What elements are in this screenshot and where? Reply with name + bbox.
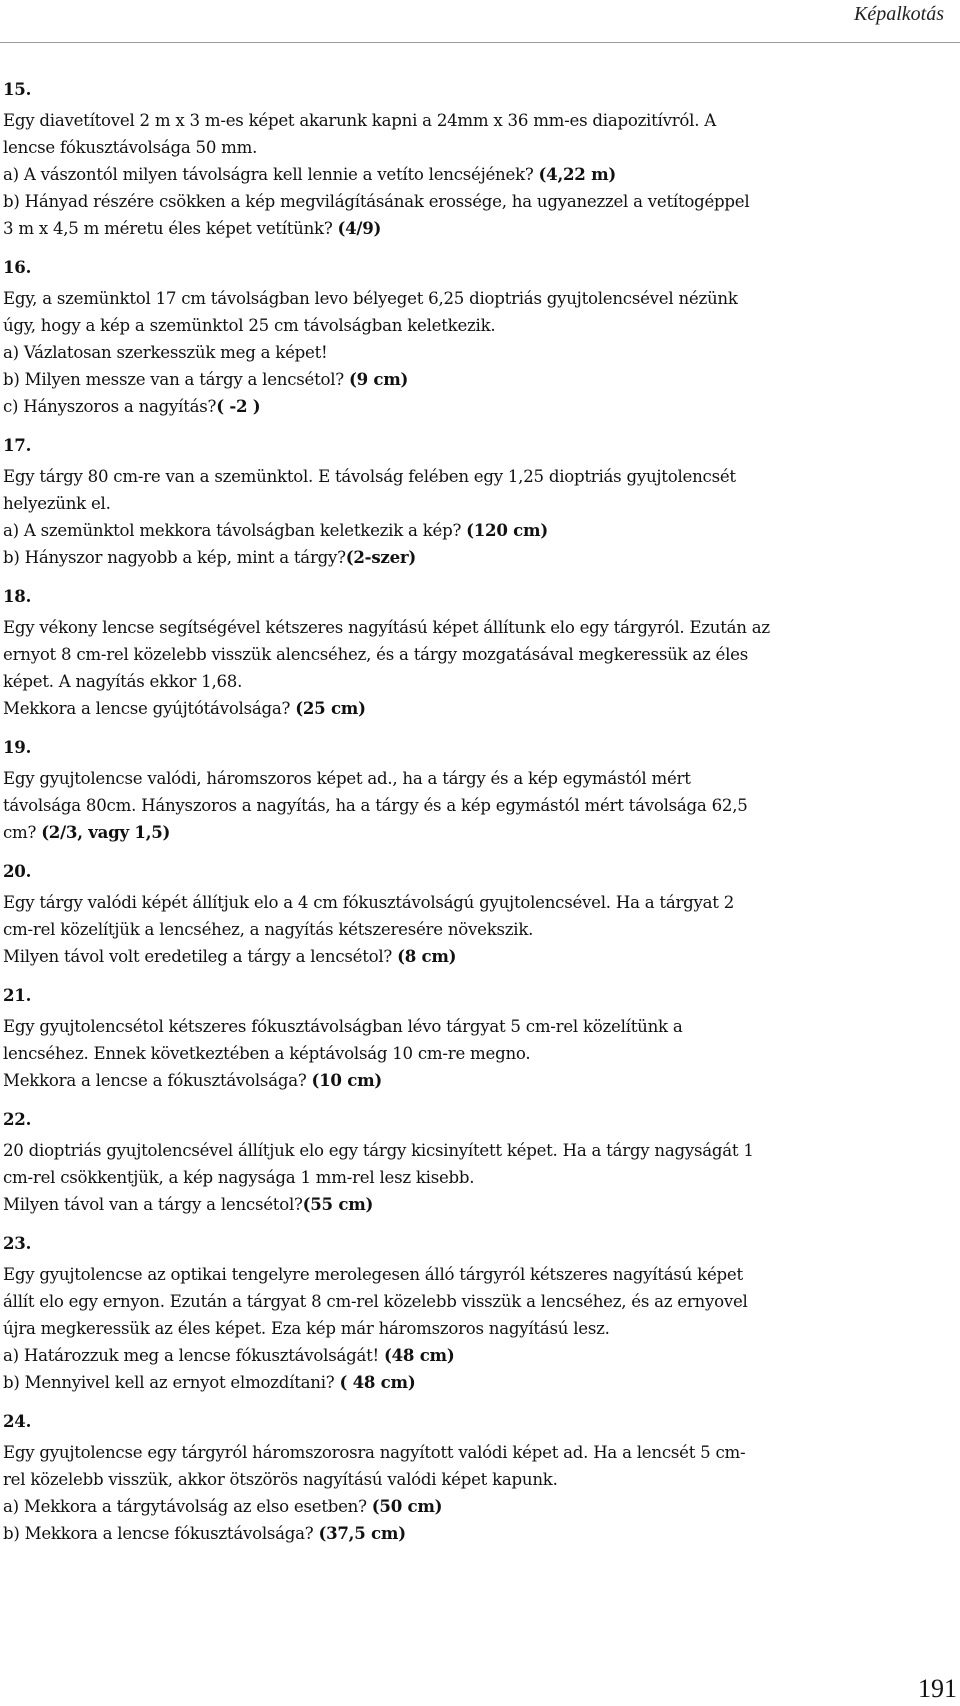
problem-text-line (3, 1493, 943, 1520)
line-text: a) Vázlatosan szerkesszük meg a képet! (3, 343, 328, 362)
problem-block (3, 432, 943, 571)
problem-number: 15. (3, 79, 32, 99)
line-text: b) Milyen messze van a tárgy a lencsétol? (3, 370, 349, 389)
answer-text: (4/9) (337, 218, 382, 238)
problem-text-line (3, 1013, 943, 1040)
problem-number: 17. (3, 435, 32, 455)
answer-text: (37,5 cm) (318, 1523, 406, 1543)
line-text: cm-rel közelítjük a lencséhez, a nagyítás kétszeresére növekszik. (3, 920, 534, 939)
line-text: 3 m x 4,5 m méretu éles képet vetítünk? (3, 219, 338, 238)
problem-text-line (3, 161, 943, 188)
problem-number: 16. (3, 257, 32, 277)
problem-text-line (3, 1520, 943, 1547)
problem-text-line (3, 1191, 943, 1218)
problem-text-line (3, 1466, 943, 1493)
problem-text-line (3, 943, 943, 970)
line-text: Egy, a szemünktol 17 cm távolságban levo bélyeget 6,25 dioptriás gyujtolencsével nézünk (3, 289, 738, 308)
problem-text-line (3, 215, 943, 242)
line-text: úgy, hogy a kép a szemünktol 25 cm távolságban keletkezik. (3, 316, 496, 335)
problem-text-line (3, 1315, 943, 1342)
line-text: b) Hányszor nagyobb a kép, mint a tárgy? (3, 548, 346, 567)
line-text: Egy gyujtolencsétol kétszeres fókusztávolságban lévo tárgyat 5 cm-rel közelítünk a (3, 1017, 683, 1036)
answer-text: ( -2 ) (216, 396, 261, 416)
problem-block (3, 76, 943, 242)
line-text: b) Mekkora a lencse fókusztávolsága? (3, 1524, 319, 1543)
problem-text-line (3, 312, 943, 339)
line-text: Mekkora a lencse a fókusztávolsága? (3, 1071, 312, 1090)
problem-block (3, 254, 943, 420)
line-text: cm-rel csökkentjük, a kép nagysága 1 mm-rel lesz kisebb. (3, 1168, 475, 1187)
line-text: Milyen távol van a tárgy a lencsétol? (3, 1195, 303, 1214)
problem-block (3, 858, 943, 970)
line-text: lencséhez. Ennek következtében a képtávolság 10 cm-re megno. (3, 1044, 531, 1063)
problem-text-line (3, 889, 943, 916)
problem-text-line (3, 1288, 943, 1315)
problem-block (3, 734, 943, 846)
problem-text-line (3, 1164, 943, 1191)
header-divider (0, 42, 960, 43)
problem-text-line (3, 1261, 943, 1288)
problem-text-line (3, 819, 943, 846)
problem-text-line (3, 765, 943, 792)
problem-text-line (3, 366, 943, 393)
problem-text-line (3, 641, 943, 668)
problem-number: 21. (3, 985, 32, 1005)
problem-text-line (3, 1137, 943, 1164)
problem-list (3, 76, 943, 1547)
line-text: Egy diavetítovel 2 m x 3 m-es képet akarunk kapni a 24mm x 36 mm-es diapozitívról. A (3, 111, 716, 130)
line-text: állít elo egy ernyon. Ezután a tárgyat 8 cm-rel közelebb visszük a lencséhez, és az ernyovel (3, 1292, 748, 1311)
line-text: a) Határozzuk meg a lencse fókusztávolságát! (3, 1346, 384, 1365)
line-text: Egy gyujtolencse valódi, háromszoros képet ad., ha a tárgy és a kép egymástól mért (3, 769, 691, 788)
line-text: cm? (3, 823, 42, 842)
problem-text-line (3, 1040, 943, 1067)
page-header-title: Képalkotás (854, 3, 944, 25)
problem-number: 19. (3, 737, 32, 757)
problem-block (3, 982, 943, 1094)
line-text: helyezünk el. (3, 494, 111, 513)
line-text: b) Hányad részére csökken a kép megvilágításának erossége, ha ugyanezzel a vetítogéppel (3, 192, 750, 211)
line-text: a) A vászontól milyen távolságra kell lennie a vetíto lencséjének? (3, 165, 539, 184)
line-text: ernyot 8 cm-rel közelebb visszük alencséhez, és a tárgy mozgatásával megkeressük az éles (3, 645, 748, 664)
line-text: Egy tárgy 80 cm-re van a szemünktol. E távolság felében egy 1,25 dioptriás gyujtolencsét (3, 467, 736, 486)
problem-text-line (3, 285, 943, 312)
problem-text-line (3, 792, 943, 819)
answer-text: (4,22 m) (538, 164, 616, 184)
line-text: Milyen távol volt eredetileg a tárgy a lencsétol? (3, 947, 398, 966)
page-number: 191 (918, 1674, 957, 1703)
problem-block (3, 1106, 943, 1218)
answer-text: (9 cm) (348, 369, 409, 389)
answer-text: (2-szer) (345, 547, 416, 567)
line-text: a) A szemünktol mekkora távolságban keletkezik a kép? (3, 521, 467, 540)
line-text: 20 dioptriás gyujtolencsével állítjuk elo egy tárgy kicsinyített képet. Ha a tárgy nagyságát 1 (3, 1141, 754, 1160)
line-text: a) Mekkora a tárgytávolság az elso esetben? (3, 1497, 372, 1516)
line-text: c) Hányszoros a nagyítás? (3, 397, 217, 416)
problem-text-line (3, 517, 943, 544)
problem-text-line (3, 668, 943, 695)
problem-text-line (3, 490, 943, 517)
answer-text: (50 cm) (371, 1496, 443, 1516)
line-text: újra megkeressük az éles képet. Eza kép már háromszoros nagyítású lesz. (3, 1319, 610, 1338)
problem-number: 18. (3, 586, 32, 606)
problem-text-line (3, 107, 943, 134)
problem-text-line (3, 188, 943, 215)
answer-text: (48 cm) (383, 1345, 455, 1365)
line-text: képet. A nagyítás ekkor 1,68. (3, 672, 243, 691)
problem-number: 20. (3, 861, 32, 881)
line-text: Egy gyujtolencse az optikai tengelyre merolegesen álló tárgyról kétszeres nagyítású képet (3, 1265, 743, 1284)
line-text: Egy gyujtolencse egy tárgyról háromszorosra nagyított valódi képet ad. Ha a lencsét 5 cm- (3, 1443, 746, 1462)
problem-text-line (3, 1067, 943, 1094)
line-text: rel közelebb visszük, akkor ötszörös nagyítású valódi képet kapunk. (3, 1470, 558, 1489)
problem-text-line (3, 1369, 943, 1396)
answer-text: ( 48 cm) (339, 1372, 416, 1392)
answer-text: (55 cm) (302, 1194, 374, 1214)
line-text: lencse fókusztávolsága 50 mm. (3, 138, 258, 157)
problem-text-line (3, 695, 943, 722)
answer-text: (8 cm) (397, 946, 457, 966)
line-text: b) Mennyivel kell az ernyot elmozdítani? (3, 1373, 340, 1392)
problem-text-line (3, 1439, 943, 1466)
problem-text-line (3, 393, 943, 420)
answer-text: (120 cm) (466, 520, 548, 540)
answer-text: (25 cm) (295, 698, 366, 718)
problem-text-line (3, 463, 943, 490)
line-text: Mekkora a lencse gyújtótávolsága? (3, 699, 296, 718)
line-text: Egy vékony lencse segítségével kétszeres nagyítású képet állítunk elo egy tárgyról. Ezután az (3, 618, 770, 637)
problem-block (3, 583, 943, 722)
problem-text-line (3, 916, 943, 943)
problem-block (3, 1408, 943, 1547)
line-text: Egy tárgy valódi képét állítjuk elo a 4 cm fókusztávolságú gyujtolencsével. Ha a tárgyat 2 (3, 893, 735, 912)
problem-text-line (3, 544, 943, 571)
problem-number: 23. (3, 1233, 32, 1253)
problem-text-line (3, 339, 943, 366)
problem-number: 22. (3, 1109, 32, 1129)
problem-number: 24. (3, 1411, 32, 1431)
problem-text-line (3, 134, 943, 161)
answer-text: (10 cm) (311, 1070, 383, 1090)
line-text: távolsága 80cm. Hányszoros a nagyítás, ha a tárgy és a kép egymástól mért távolsága 62,5 (3, 796, 748, 815)
problem-block (3, 1230, 943, 1396)
answer-text: (2/3, vagy 1,5) (41, 822, 171, 842)
problem-text-line (3, 1342, 943, 1369)
problem-text-line (3, 614, 943, 641)
